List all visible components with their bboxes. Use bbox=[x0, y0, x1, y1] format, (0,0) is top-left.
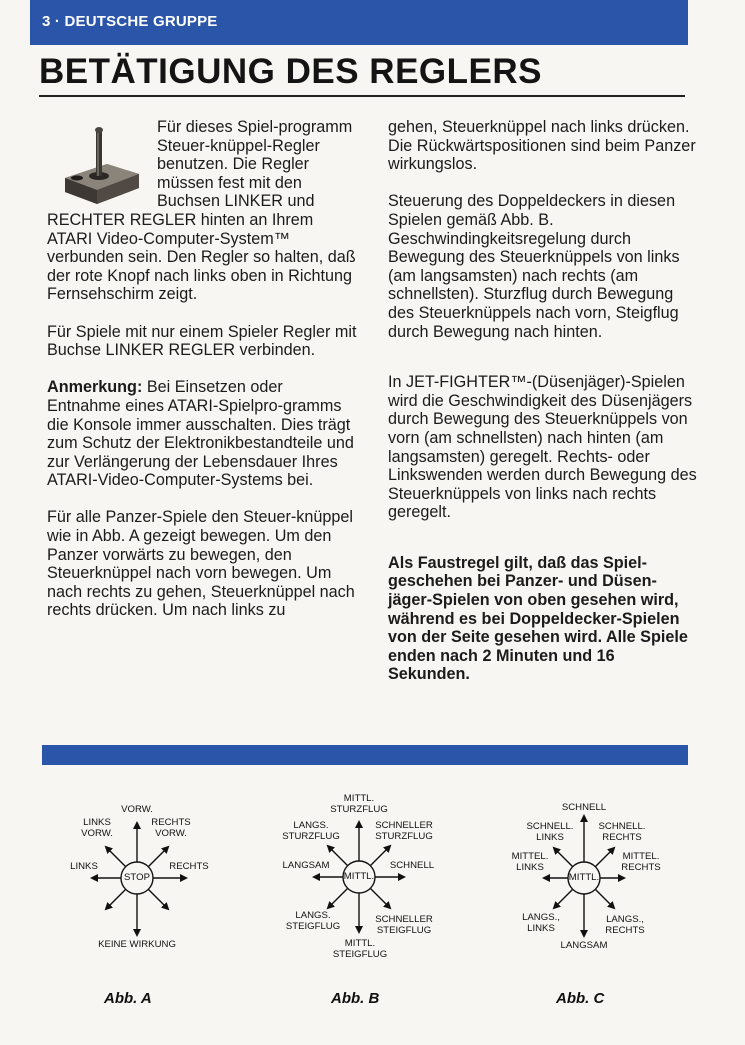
diagram-b-label-w: LANGSAM bbox=[282, 860, 330, 871]
diagram-b-label-n: MITTL. STURZFLUG bbox=[330, 793, 388, 815]
diagram-c-label-se: LANGS., RECHTS bbox=[605, 914, 645, 936]
diagram-c-label-w: MITTEL. LINKS bbox=[511, 851, 549, 873]
title-divider bbox=[39, 95, 685, 97]
diagram-c-label-sw: LANGS., LINKS bbox=[522, 912, 560, 934]
diagram-c-label-s: LANGSAM bbox=[560, 940, 608, 951]
diagram-b-label-ne: SCHNELLER STURZFLUG bbox=[375, 820, 433, 842]
right-column bbox=[388, 118, 698, 684]
diagram-a-label-n: VORW. bbox=[121, 804, 153, 815]
diagram-c bbox=[500, 798, 670, 958]
diagram-a-label-s: KEINE WIRKUNG bbox=[98, 939, 176, 950]
diagram-b bbox=[270, 790, 450, 970]
diagram-b-label-s: MITTL. STEIGFLUG bbox=[332, 938, 388, 960]
diagram-a-label-ne: RECHTS VORW. bbox=[151, 817, 191, 839]
diagram-a-label-w: LINKS bbox=[70, 861, 98, 872]
diagram-a-label-e: RECHTS bbox=[169, 861, 209, 872]
biplane-paragraph: Steuerung des Doppeldeckers in diesen Spielen gemäß Abb. B. Geschwindingkeitsregelung durch Bewegung des Steuerknüppels von links (am langsamsten) nach rechts (am schnellsten). Sturzflug durch Bewegung des Steuerknüppels nach vorn, Steigflug durch Bewegung nach hinten. bbox=[388, 192, 680, 341]
rule-of-thumb-paragraph: Als Faustregel gilt, daß das Spiel-geschehen bei Panzer- und Düsen-jäger-Spielen von oben gesehen wird, während es bei Doppeldecker-Spielen von der Seite gesehen wird. Alle Spiele enden nach 2 Minuten und 16 Sekunden. bbox=[388, 553, 688, 684]
joystick-icon bbox=[55, 118, 147, 206]
diagram-a-label-nw: LINKS VORW. bbox=[81, 817, 113, 839]
caption-abb-c: Abb. C bbox=[556, 990, 605, 1007]
diagram-c-label-e: MITTEL. RECHTS bbox=[621, 851, 661, 873]
diagram-b-label-nw: LANGS. STURZFLUG bbox=[282, 820, 340, 842]
section-label: 3 · DEUTSCHE GRUPPE bbox=[42, 13, 218, 30]
diagram-b-label-e: SCHNELL bbox=[389, 860, 435, 871]
diagram-a-center-label: STOP bbox=[124, 872, 150, 883]
diagram-c-center-label: MITTL. bbox=[568, 872, 600, 883]
diagram-a bbox=[40, 795, 230, 960]
diagram-c-label-n: SCHNELL bbox=[561, 802, 607, 813]
section-header-bar bbox=[30, 0, 688, 45]
tank-paragraph: Für alle Panzer-Spiele den Steuer-knüppel wie in Abb. A gezeigt bewegen. Um den Panzer vorwärts zu bewegen, den Steuerknüppel nach vorn bewegen. Um nach rechts zu gehen, Steuerknüppel nach rechts drücken. Um nach links zu bbox=[47, 508, 355, 620]
tank-paragraph-continued: gehen, Steuerknüppel nach links drücken. Die Rückwärtspositionen sind beim Panzer wirkungslos. bbox=[388, 118, 696, 174]
diagram-b-center-label: MITTL. bbox=[343, 871, 375, 882]
note-paragraph bbox=[47, 378, 359, 490]
diagram-c-label-nw: SCHNELL. LINKS bbox=[526, 821, 574, 843]
diagram-c-label-ne: SCHNELL. RECHTS bbox=[598, 821, 646, 843]
note-label: Anmerkung: bbox=[47, 378, 143, 397]
diagram-b-label-se: SCHNELLER STEIGFLUG bbox=[375, 914, 433, 936]
diagram-divider-bar bbox=[42, 745, 688, 765]
left-column bbox=[47, 118, 359, 620]
caption-abb-a: Abb. A bbox=[104, 990, 152, 1007]
note-text: Bei Einsetzen oder Entnahme eines ATARI-Spielpro-gramms die Konsole immer ausschalten. Dies trägt zum Schutz der Elektronikbestandteile und zur Verlängerung der Lebensdauer Ihres ATARI-Video-Computer-Systems bei. bbox=[47, 378, 354, 490]
intro-paragraph: Für dieses Spiel-programm Steuer-knüppel-Regler benutzen. Die Regler müssen fest mit den Buchsen LINKER und RECHTER REGLER hinten an Ihrem ATARI Video-Computer-System™ verbunden sein. Den Regler so halten, daß der rote Knopf nach links oben in Richtung Fernsehschirm zeigt. bbox=[47, 118, 356, 304]
single-player-paragraph: Für Spiele mit nur einem Spieler Regler mit Buchse LINKER REGLER verbinden. bbox=[47, 322, 357, 360]
page-title: BETÄTIGUNG DES REGLERS bbox=[39, 52, 542, 91]
caption-abb-b: Abb. B bbox=[331, 990, 380, 1007]
jet-fighter-paragraph: In JET-FIGHTER™-(Düsenjäger)-Spielen wird die Geschwindigkeit des Düsenjägers durch Bewegung des Steuerknüppels von vorn (am schnellsten) nach hinten (am langsamsten) geregelt. Rechts- oder Linkswenden werden durch Bewegung des Steuerknüppels von links nach rechts geregelt. bbox=[388, 373, 697, 522]
diagram-b-label-sw: LANGS. STEIGFLUG bbox=[285, 910, 341, 932]
